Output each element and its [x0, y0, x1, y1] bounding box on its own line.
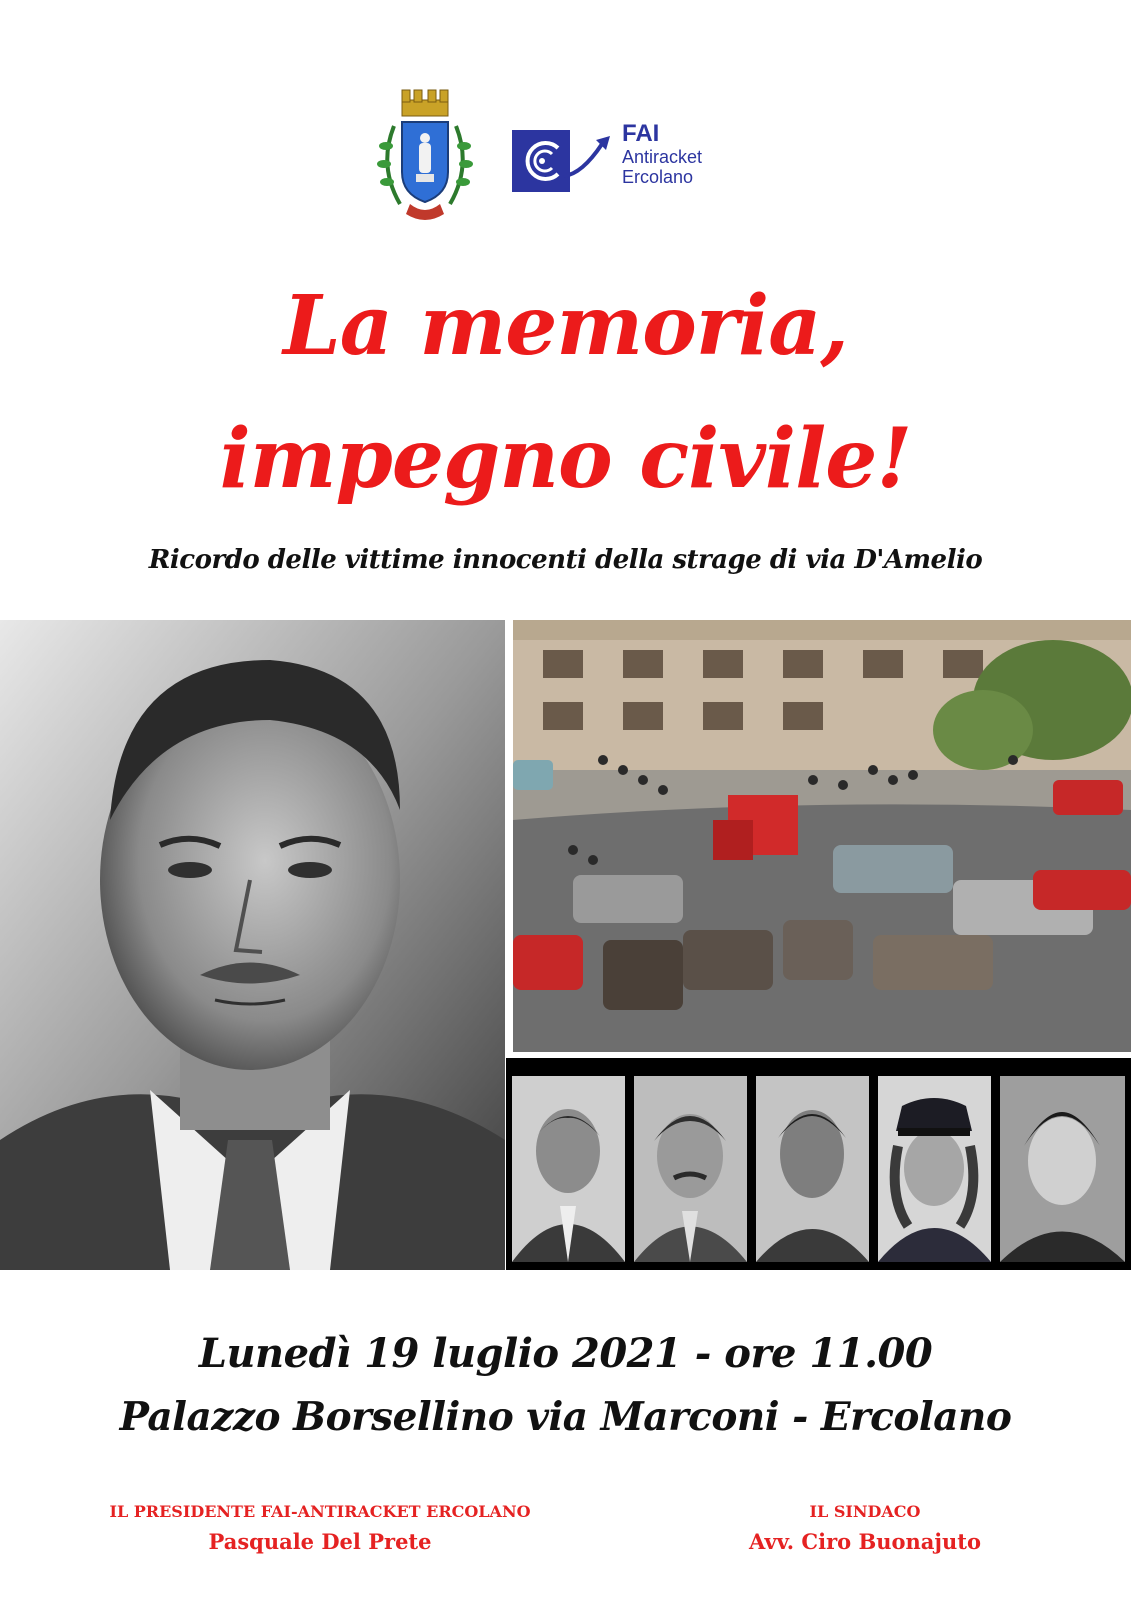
president-name: Pasquale Del Prete	[208, 1529, 432, 1554]
victim-photo	[756, 1076, 869, 1262]
fai-line-antiracket: Antiracket	[622, 147, 703, 167]
president-role: IL PRESIDENTE FAI-ANTIRACKET ERCOLANO	[109, 1502, 531, 1521]
signature-president	[70, 1502, 570, 1554]
signature-mayor	[715, 1502, 1015, 1554]
fai-spiral-arrow-icon	[512, 128, 612, 194]
event-location: Palazzo Borsellino via Marconi - Ercolano	[119, 1394, 1012, 1440]
fai-logo-mark	[512, 128, 612, 194]
city-coat-of-arms-icon	[372, 86, 478, 226]
fai-title: FAI	[622, 120, 660, 147]
victim-photo	[512, 1076, 625, 1262]
subtitle: Ricordo delle vittime innocenti della strage di via D'Amelio	[148, 545, 983, 575]
mayor-name: Avv. Ciro Buonajuto	[749, 1529, 981, 1554]
victim-photo	[878, 1076, 991, 1262]
mayor-role: IL SINDACO	[809, 1502, 921, 1521]
city-crest-logo	[372, 86, 478, 226]
victim-photo	[634, 1076, 747, 1262]
victims-photo-strip	[506, 1058, 1131, 1270]
scene-photo	[513, 620, 1131, 1052]
victim-photo	[1000, 1076, 1125, 1262]
fai-line-ercolano: Ercolano	[622, 167, 694, 187]
event-date-time: Lunedì 19 luglio 2021 - ore 11.00	[198, 1330, 933, 1377]
title-line-1: La memoria,	[283, 278, 848, 374]
portrait-photo	[0, 620, 505, 1270]
fai-logo-text	[622, 122, 702, 186]
title-line-2: impegno civile!	[219, 411, 912, 507]
